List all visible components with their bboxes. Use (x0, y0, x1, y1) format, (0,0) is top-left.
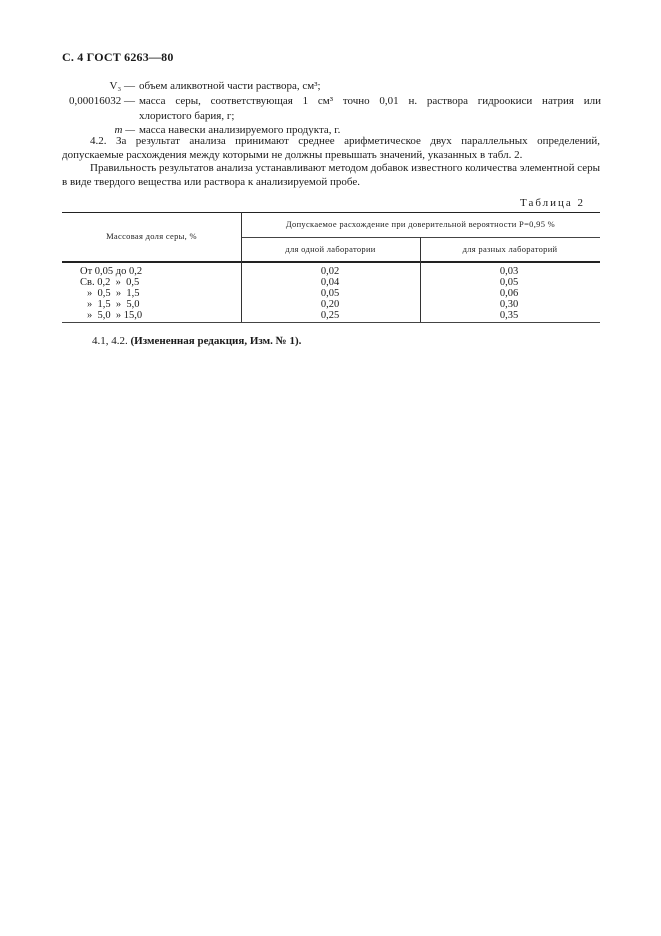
table-header-group: Допускаемое расхождение при доверительной вероятности P=0,95 % (285, 219, 556, 229)
definition-symbol: m — (114, 124, 135, 136)
table-bottom-border (62, 322, 600, 323)
cell-one-lab: 0,05 (320, 288, 340, 299)
paragraph-4-2: 4.2. За результат анализа принимают среднее арифметическое двух параллельных определений, допускаемые расхождения между которыми не должны превышать значений, указанных в табл. 2. (62, 135, 600, 161)
definition-symbol: 0,00016032 — (69, 95, 135, 107)
amendment-text: (Измененная редакция, Изм. № 1). (130, 335, 302, 347)
cell-range: Св. 0,2 » 0,5 (80, 277, 140, 288)
paragraph-correctness: Правильность результатов анализа устанавливают методом добавок известного количества элементной серы в виде твердого вещества или раствора к анализируемой пробе. (62, 162, 600, 188)
amendment-note (92, 335, 301, 347)
amendment-prefix: 4.1, 4.2. (92, 335, 128, 347)
cell-one-lab: 0,20 (320, 299, 340, 310)
table-header-diff-labs: для разных лабораторий (462, 244, 558, 254)
cell-diff-labs: 0,35 (499, 310, 519, 321)
cell-diff-labs: 0,03 (499, 266, 519, 277)
cell-range: » 1,5 » 5,0 (87, 299, 140, 310)
cell-one-lab: 0,04 (320, 277, 340, 288)
cell-range: » 5,0 » 15,0 (87, 310, 143, 321)
cell-range: От 0,05 до 0,2 (80, 266, 143, 277)
page-header: С. 4 ГОСТ 6263—80 (62, 50, 174, 64)
cell-one-lab: 0,25 (320, 310, 340, 321)
cell-diff-labs: 0,06 (499, 288, 519, 299)
definition-text: масса серы, соответствующая 1 см³ точно 0,01 н. раствора гидроокиси натрия или (139, 95, 601, 107)
cell-diff-labs: 0,30 (499, 299, 519, 310)
table-header-border (62, 261, 600, 263)
table-header-mass-fraction: Массовая доля серы, % (106, 231, 197, 241)
definition-text: масса навески анализируемого продукта, г. (139, 124, 341, 136)
cell-one-lab: 0,02 (320, 266, 340, 277)
definition-text-continued: хлористого бария, г; (139, 110, 235, 122)
table-caption: Таблица 2 (520, 197, 586, 209)
definition-symbol: V₃ — (109, 80, 135, 92)
table-top-border (62, 212, 600, 213)
cell-diff-labs: 0,05 (499, 277, 519, 288)
table-header-one-lab: для одной лаборатории (285, 244, 376, 254)
definition-text: объем аликвотной части раствора, см³; (139, 80, 321, 92)
cell-range: » 0,5 » 1,5 (87, 288, 140, 299)
